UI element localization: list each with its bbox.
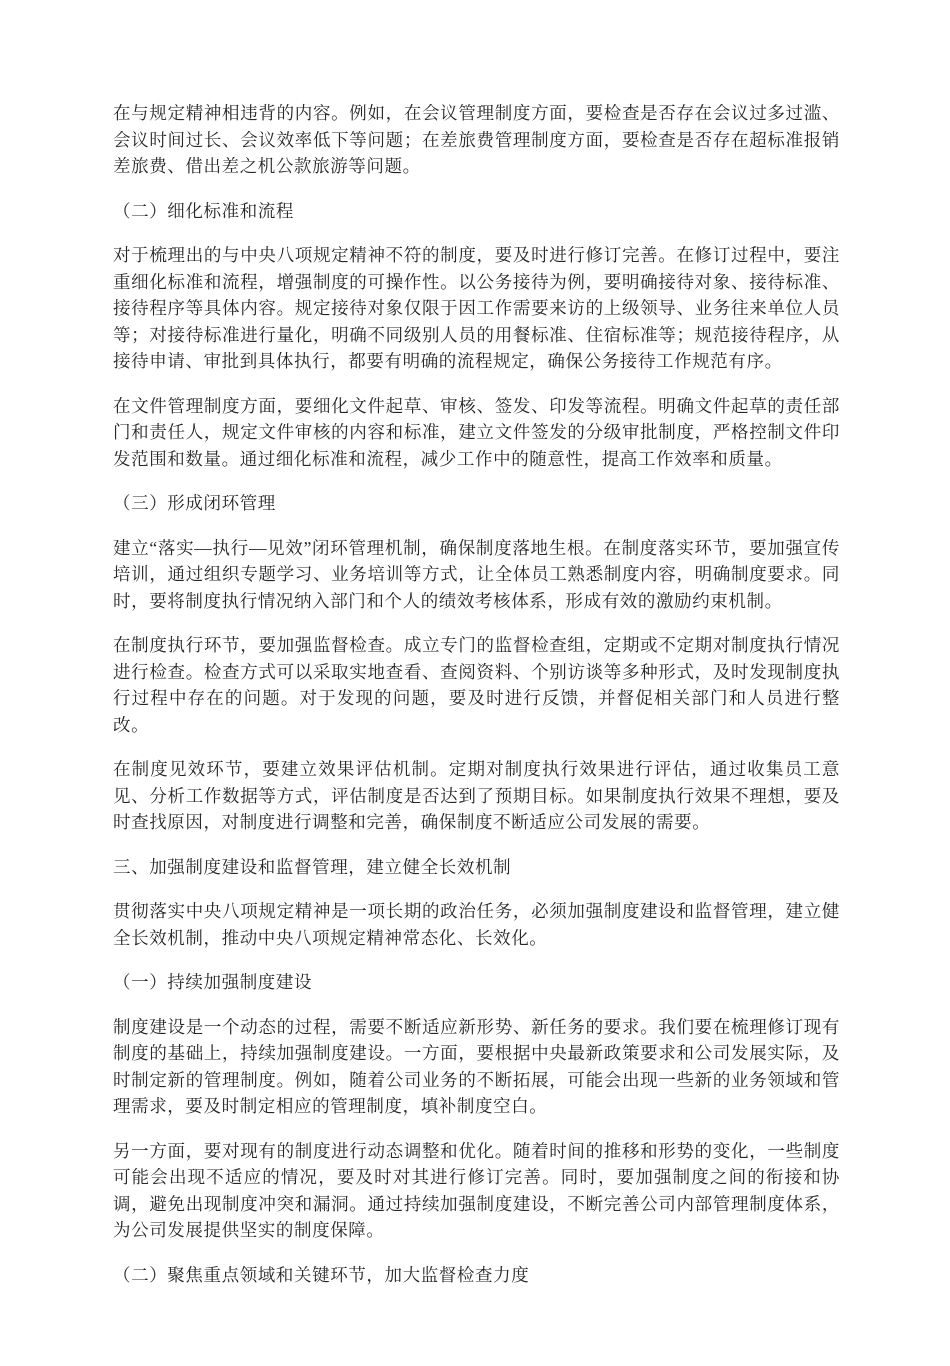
paragraph: 另一方面，要对现有的制度进行动态调整和优化。随着时间的推移和形势的变化，一些制度可能会出现不适应的情况，要及时对其进行修订完善。同时，要加强制度之间的衔接和协调，避免出现制度冲突和漏洞。通过持续加强制度建设，不断完善公司内部管理制度体系，为公司发展提供坚实的制度保障。 <box>113 1140 840 1240</box>
section-heading: （一）持续加强制度建设 <box>113 972 313 992</box>
section-heading: （二）聚焦重点领域和关键环节，加大监督检查力度 <box>113 1264 530 1285</box>
paragraph: 制度建设是一个动态的过程，需要不断适应新形势、新任务的要求。我们要在梳理修订现有制度的基础上，持续加强制度建设。一方面，要根据中央最新政策要求和公司发展实际，及时制定新的管理制度。例如，随着公司业务的不断拓展，可能会出现一些新的业务领域和管理需求，要及时制定相应的管理制度，填补制度空白。 <box>113 1016 840 1116</box>
paragraph: 建立“落实—执行—见效”闭环管理机制，确保制度落地生根。在制度落实环节，要加强宣传培训，通过组织专题学习、业务培训等方式，让全体员工熟悉制度内容，明确制度要求。同时，要将制度执行情况纳入部门和个人的绩效考核体系，形成有效的激励约束机制。 <box>113 537 840 611</box>
paragraph: 在制度执行环节，要加强监督检查。成立专门的监督检查组，定期或不定期对制度执行情况进行检查。检查方式可以采取实地查看、查阅资料、个别访谈等多种形式，及时发现制度执行过程中存在的问题。对于发现的问题，要及时进行反馈，并督促相关部门和人员进行整改。 <box>113 635 840 735</box>
paragraph: 在与规定精神相违背的内容。例如，在会议管理制度方面，要检查是否存在会议过多过滥、会议时间过长、会议效率低下等问题；在差旅费管理制度方面，要检查是否存在超标准报销差旅费、借出差之机公款旅游等问题。 <box>113 103 840 176</box>
paragraph: 在文件管理制度方面，要细化文件起草、审核、签发、印发等流程。明确文件起草的责任部门和责任人，规定文件审核的内容和标准，建立文件签发的分级审批制度，严格控制文件印发范围和数量。通过细化标准和流程，减少工作中的随意性，提高工作效率和质量。 <box>113 395 840 469</box>
section-heading: （三）形成闭环管理 <box>113 493 276 513</box>
paragraph: 对于梳理出的与中央八项规定精神不符的制度，要及时进行修订完善。在修订过程中，要注重细化标准和流程，增强制度的可操作性。以公务接待为例，要明确接待对象、接待标准、接待程序等具体内容。规定接待对象仅限于因工作需要来访的上级领导、业务往来单位人员等；对接待标准进行量化，明确不同级别人员的用餐标准、住宿标准等；规范接待程序，从接待申请、审批到具体执行，都要有明确的流程规定，确保公务接待工作规范有序。 <box>113 245 840 371</box>
paragraph: 在制度见效环节，要建立效果评估机制。定期对制度执行效果进行评估，通过收集员工意见、分析工作数据等方式，评估制度是否达到了预期目标。如果制度执行效果不理想，要及时查找原因，对制度进行调整和完善，确保制度不断适应公司发展的需要。 <box>113 759 840 832</box>
paragraph: 贯彻落实中央八项规定精神是一项长期的政治任务，必须加强制度建设和监督管理，建立健全长效机制，推动中央八项规定精神常态化、长效化。 <box>113 901 840 948</box>
section-heading: （二）细化标准和流程 <box>113 200 294 221</box>
chapter-heading: 三、加强制度建设和监督管理，建立健全长效机制 <box>113 856 512 877</box>
